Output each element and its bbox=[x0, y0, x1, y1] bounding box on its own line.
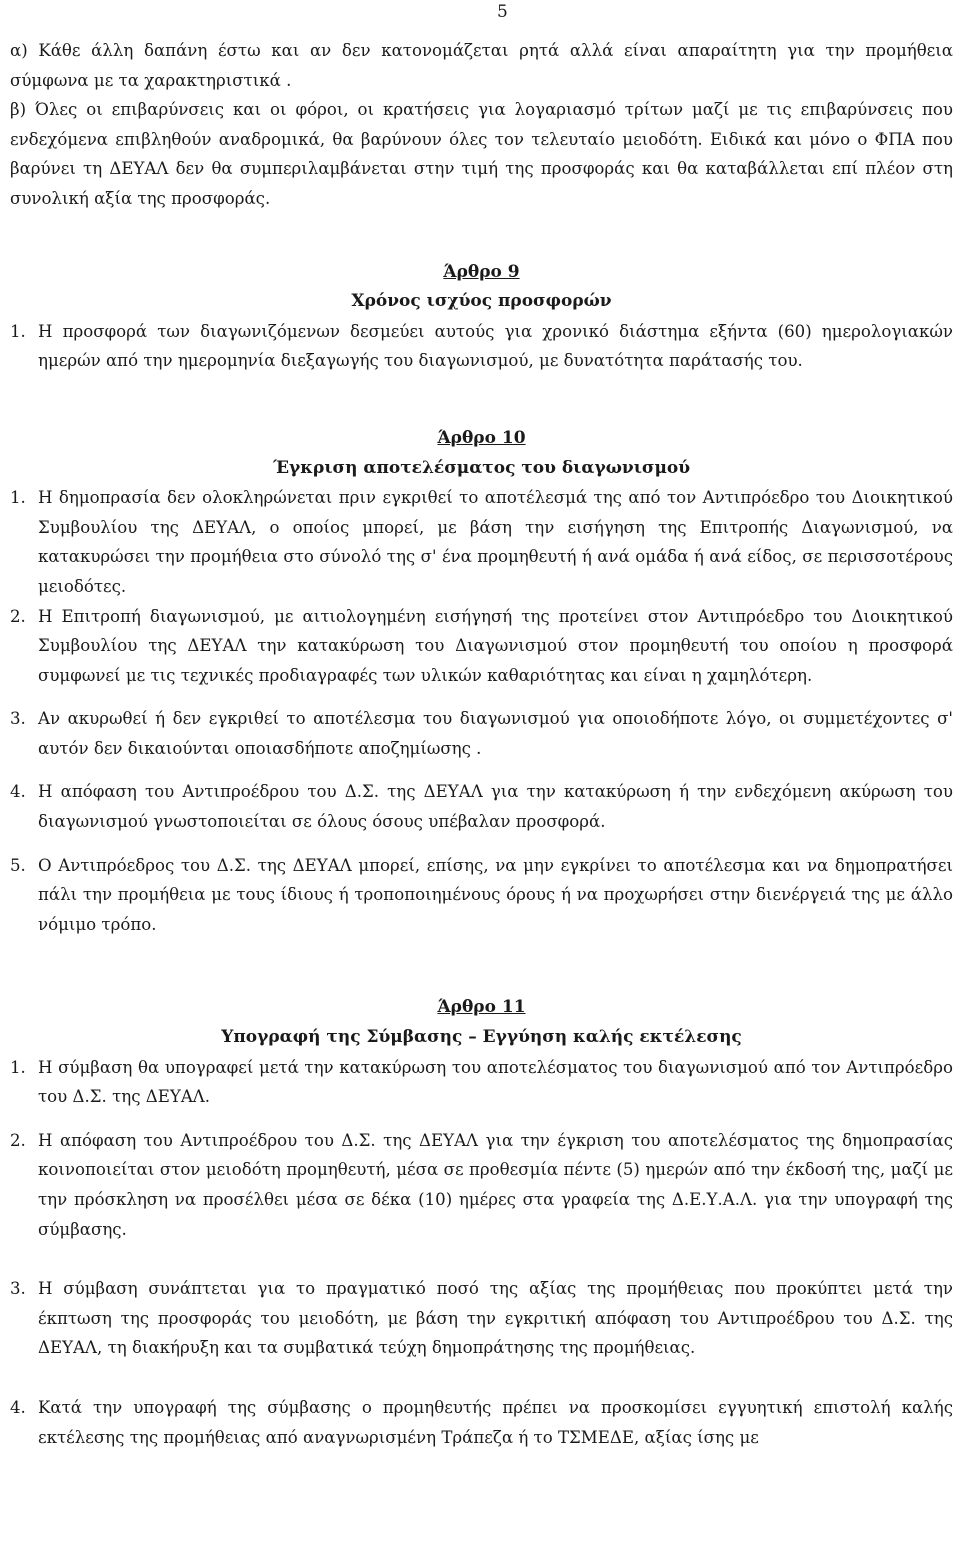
article-11-title: Υπογραφή της Σύμβασης – Εγγύηση καλής εκτέλεσης bbox=[221, 1027, 742, 1048]
article-9-title: Χρόνος ισχύος προσφορών bbox=[351, 291, 612, 312]
article-9-item: 1. Η προσφορά των διαγωνιζόμενων δεσμεύει αυτούς για χρονικό διάστημα εξήντα (60) ημερολογιακών ημερών από την ημερομηνία διεξαγωγής του διαγωνισμού, με δυνατότητα παράτασής του. bbox=[10, 321, 953, 371]
article-11-item: 3. Η σύμβαση συνάπτεται για το πραγματικό ποσό της αξίας της προμήθειας που προκύπτει μετά την έκπτωση της προσφοράς του μειοδότη, με βάση την εγκριτική απόφαση του Αντιπροέδρου του Δ.Σ. της ΔΕΥΑΛ, τη διακήρυξη και τα συμβατικά τεύχη δημοπράτησης της προμήθειας. bbox=[10, 1279, 953, 1358]
article-10-title: Έγκριση αποτελέσματος του διαγωνισμού bbox=[272, 457, 691, 478]
article-10-item: 1. Η δημοπρασία δεν ολοκληρώνεται πριν εγκριθεί το αποτέλεσμά της από τον Αντιπρόεδρο του Διοικητικού Συμβουλίου της ΔΕΥΑΛ, ο οποίος μπορεί, με βάση την εισήγηση της Επιτροπής Διαγωνισμού, να κατακυρώσει την προμήθεια στο σύνολό της σ' ένα προμηθευτή ή ανά ομάδα ή ανά είδος, σε περισσοτέρους μειοδότες. bbox=[10, 488, 953, 596]
article-11-item: 2. Η απόφαση του Αντιπροέδρου του Δ.Σ. της ΔΕΥΑΛ για την έγκριση του αποτελέσματος της δημοπρασίας κοινοποιείται στον μειοδότη προμηθευτή, μέσα σε προθεσμία πέντε (5) ημερών από την έκδοσή της, μαζί με την πρόσκληση να προσέλθει μέσα σε δέκα (10) ημέρες στα γραφεία της Δ.Ε.Υ.Α.Λ. για την υπογραφή της σύμβασης. bbox=[10, 1130, 953, 1239]
intro-item-a: α) Κάθε άλλη δαπάνη έστω και αν δεν κατονομάζεται ρητά αλλά είναι απαραίτητη για την προμήθεια σύμφωνα με τα χαρακτηριστικά . bbox=[10, 41, 953, 90]
article-11-item: 1. Η σύμβαση θα υπογραφεί μετά την κατακύρωση του αποτελέσματος του διαγωνισμού από τον Αντιπρόεδρο του Δ.Σ. της ΔΕΥΑΛ. bbox=[10, 1057, 953, 1107]
article-10-item: 4. Η απόφαση του Αντιπροέδρου του Δ.Σ. της ΔΕΥΑΛ για την κατακύρωση ή την ενδεχόμενη ακύρωση του διαγωνισμού γνωστοποιείται σε όλους όσους υπέβαλαν προσφορά. bbox=[10, 782, 953, 832]
document-body bbox=[10, 36, 953, 1452]
article-10-heading: Άρθρο 10 bbox=[437, 427, 526, 448]
article-10-item: 3. Αν ακυρωθεί ή δεν εγκριθεί το αποτέλεσμα του διαγωνισμού για οποιοδήποτε λόγο, οι συμμετέχοντες σ' αυτόν δεν δικαιούνται οποιασδήποτε αποζημίωσης . bbox=[10, 709, 953, 758]
intro-item-b: β) Όλες οι επιβαρύνσεις και οι φόροι, οι κρατήσεις για λογαριασμό τρίτων μαζί με τις επιβαρύνσεις που ενδεχόμενα επιβληθούν αναδρομικά, θα βαρύνουν όλες τον τελευταίο μειοδότη. Ειδικά και μόνο ο ΦΠΑ που βαρύνει τη ΔΕΥΑΛ δεν θα συμπεριλαμβάνεται στην τιμή της προσφοράς και θα καταβάλλεται επί πλέον στη συνολική αξία της προσφοράς. bbox=[10, 100, 953, 208]
page-number: 5 bbox=[497, 2, 508, 22]
article-9-heading: Άρθρο 9 bbox=[443, 261, 520, 282]
article-11-heading: Άρθρο 11 bbox=[437, 997, 526, 1018]
article-10-item: 5. Ο Αντιπρόεδρος του Δ.Σ. της ΔΕΥΑΛ μπορεί, επίσης, να μην εγκρίνει το αποτέλεσμα και να δημοπρατήσει πάλι την προμήθεια με τους ίδιους ή τροποποιημένους όρους ή να προχωρήσει στην διενέργειά της με άλλο νόμιμο τρόπο. bbox=[10, 855, 953, 934]
article-10-item: 2. Η Επιτροπή διαγωνισμού, με αιτιολογημένη εισήγησή της προτείνει στον Αντιπρόεδρο του Διοικητικού Συμβουλίου της ΔΕΥΑΛ την κατακύρωση του Διαγωνισμού στον προμηθευτή του οποίου η προσφορά συμφωνεί με τις τεχνικές προδιαγραφές των υλικών καθαριότητας και είναι η χαμηλότερη. bbox=[10, 606, 953, 685]
article-11-item: 4. Κατά την υπογραφή της σύμβασης ο προμηθευτής πρέπει να προσκομίσει εγγυητική επιστολή καλής εκτέλεσης της προμήθειας από αναγνωρισμένη Τράπεζα ή το ΤΣΜΕΔΕ, αξίας ίσης με bbox=[10, 1397, 953, 1447]
